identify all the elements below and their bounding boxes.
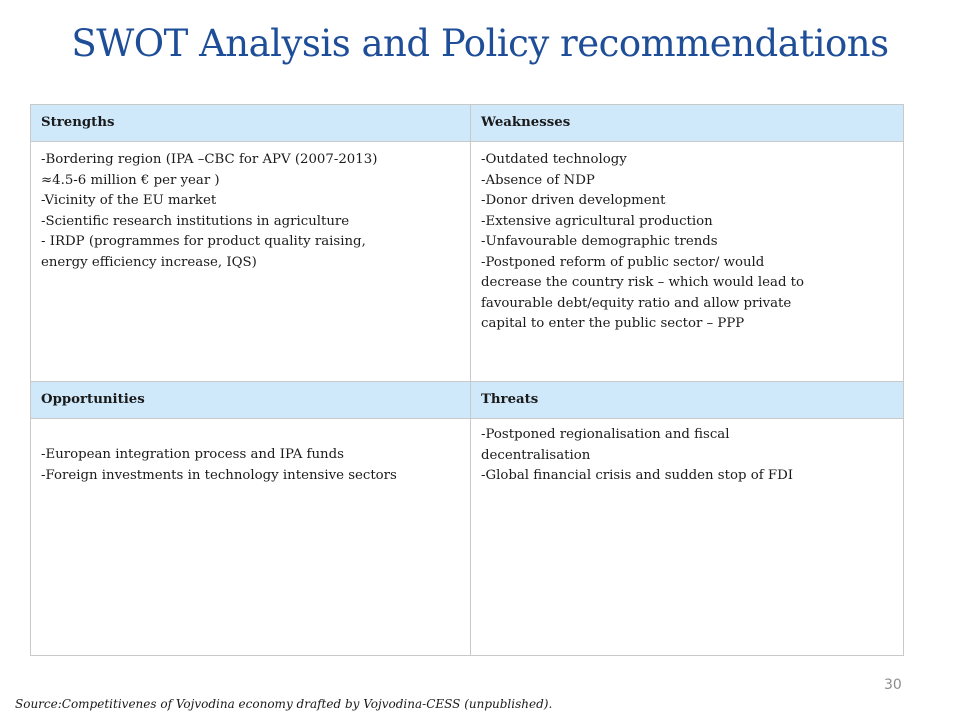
strengths-cell (31, 142, 471, 382)
weaknesses-header: Weaknesses (471, 105, 904, 142)
strengths-header: Strengths (31, 105, 471, 142)
strengths-text: -Bordering region (IPA –CBC for APV (2007-2013) ≈4.5-6 million € per year ) -Vicinity of the EU market -Scientific research institutions in agriculture - IRDP (programmes for product quality raising, energy efficiency increase, IQS) (41, 152, 378, 270)
page-number: 30 (884, 677, 902, 693)
opportunities-header: Opportunities (31, 382, 471, 419)
source-note: Source:Competitivenes of Vojvodina economy drafted by Vojvodina-CESS (unpublished). (15, 697, 553, 711)
threats-header: Threats (471, 382, 904, 419)
table-row (31, 142, 904, 382)
slide-title: SWOT Analysis and Policy recommendations (71, 22, 889, 65)
table-row (31, 419, 904, 656)
opportunities-cell (31, 419, 471, 656)
table-row (31, 382, 904, 419)
swot-table (30, 104, 904, 656)
weaknesses-cell (471, 142, 904, 382)
threats-text: -Postponed regionalisation and fiscal decentralisation -Global financial crisis and sudden stop of FDI (481, 427, 794, 483)
opportunities-text: -European integration process and IPA funds -Foreign investments in technology intensive sectors (41, 447, 397, 483)
weaknesses-text: -Outdated technology -Absence of NDP -Donor driven development -Extensive agricultural production -Unfavourable demographic trends -Postponed reform of public sector/ would decrease the country risk – which would lead to favourable debt/equity ratio and allow private capital to enter the public sector – PPP (481, 152, 805, 331)
threats-cell (471, 419, 904, 656)
table-row (31, 105, 904, 142)
